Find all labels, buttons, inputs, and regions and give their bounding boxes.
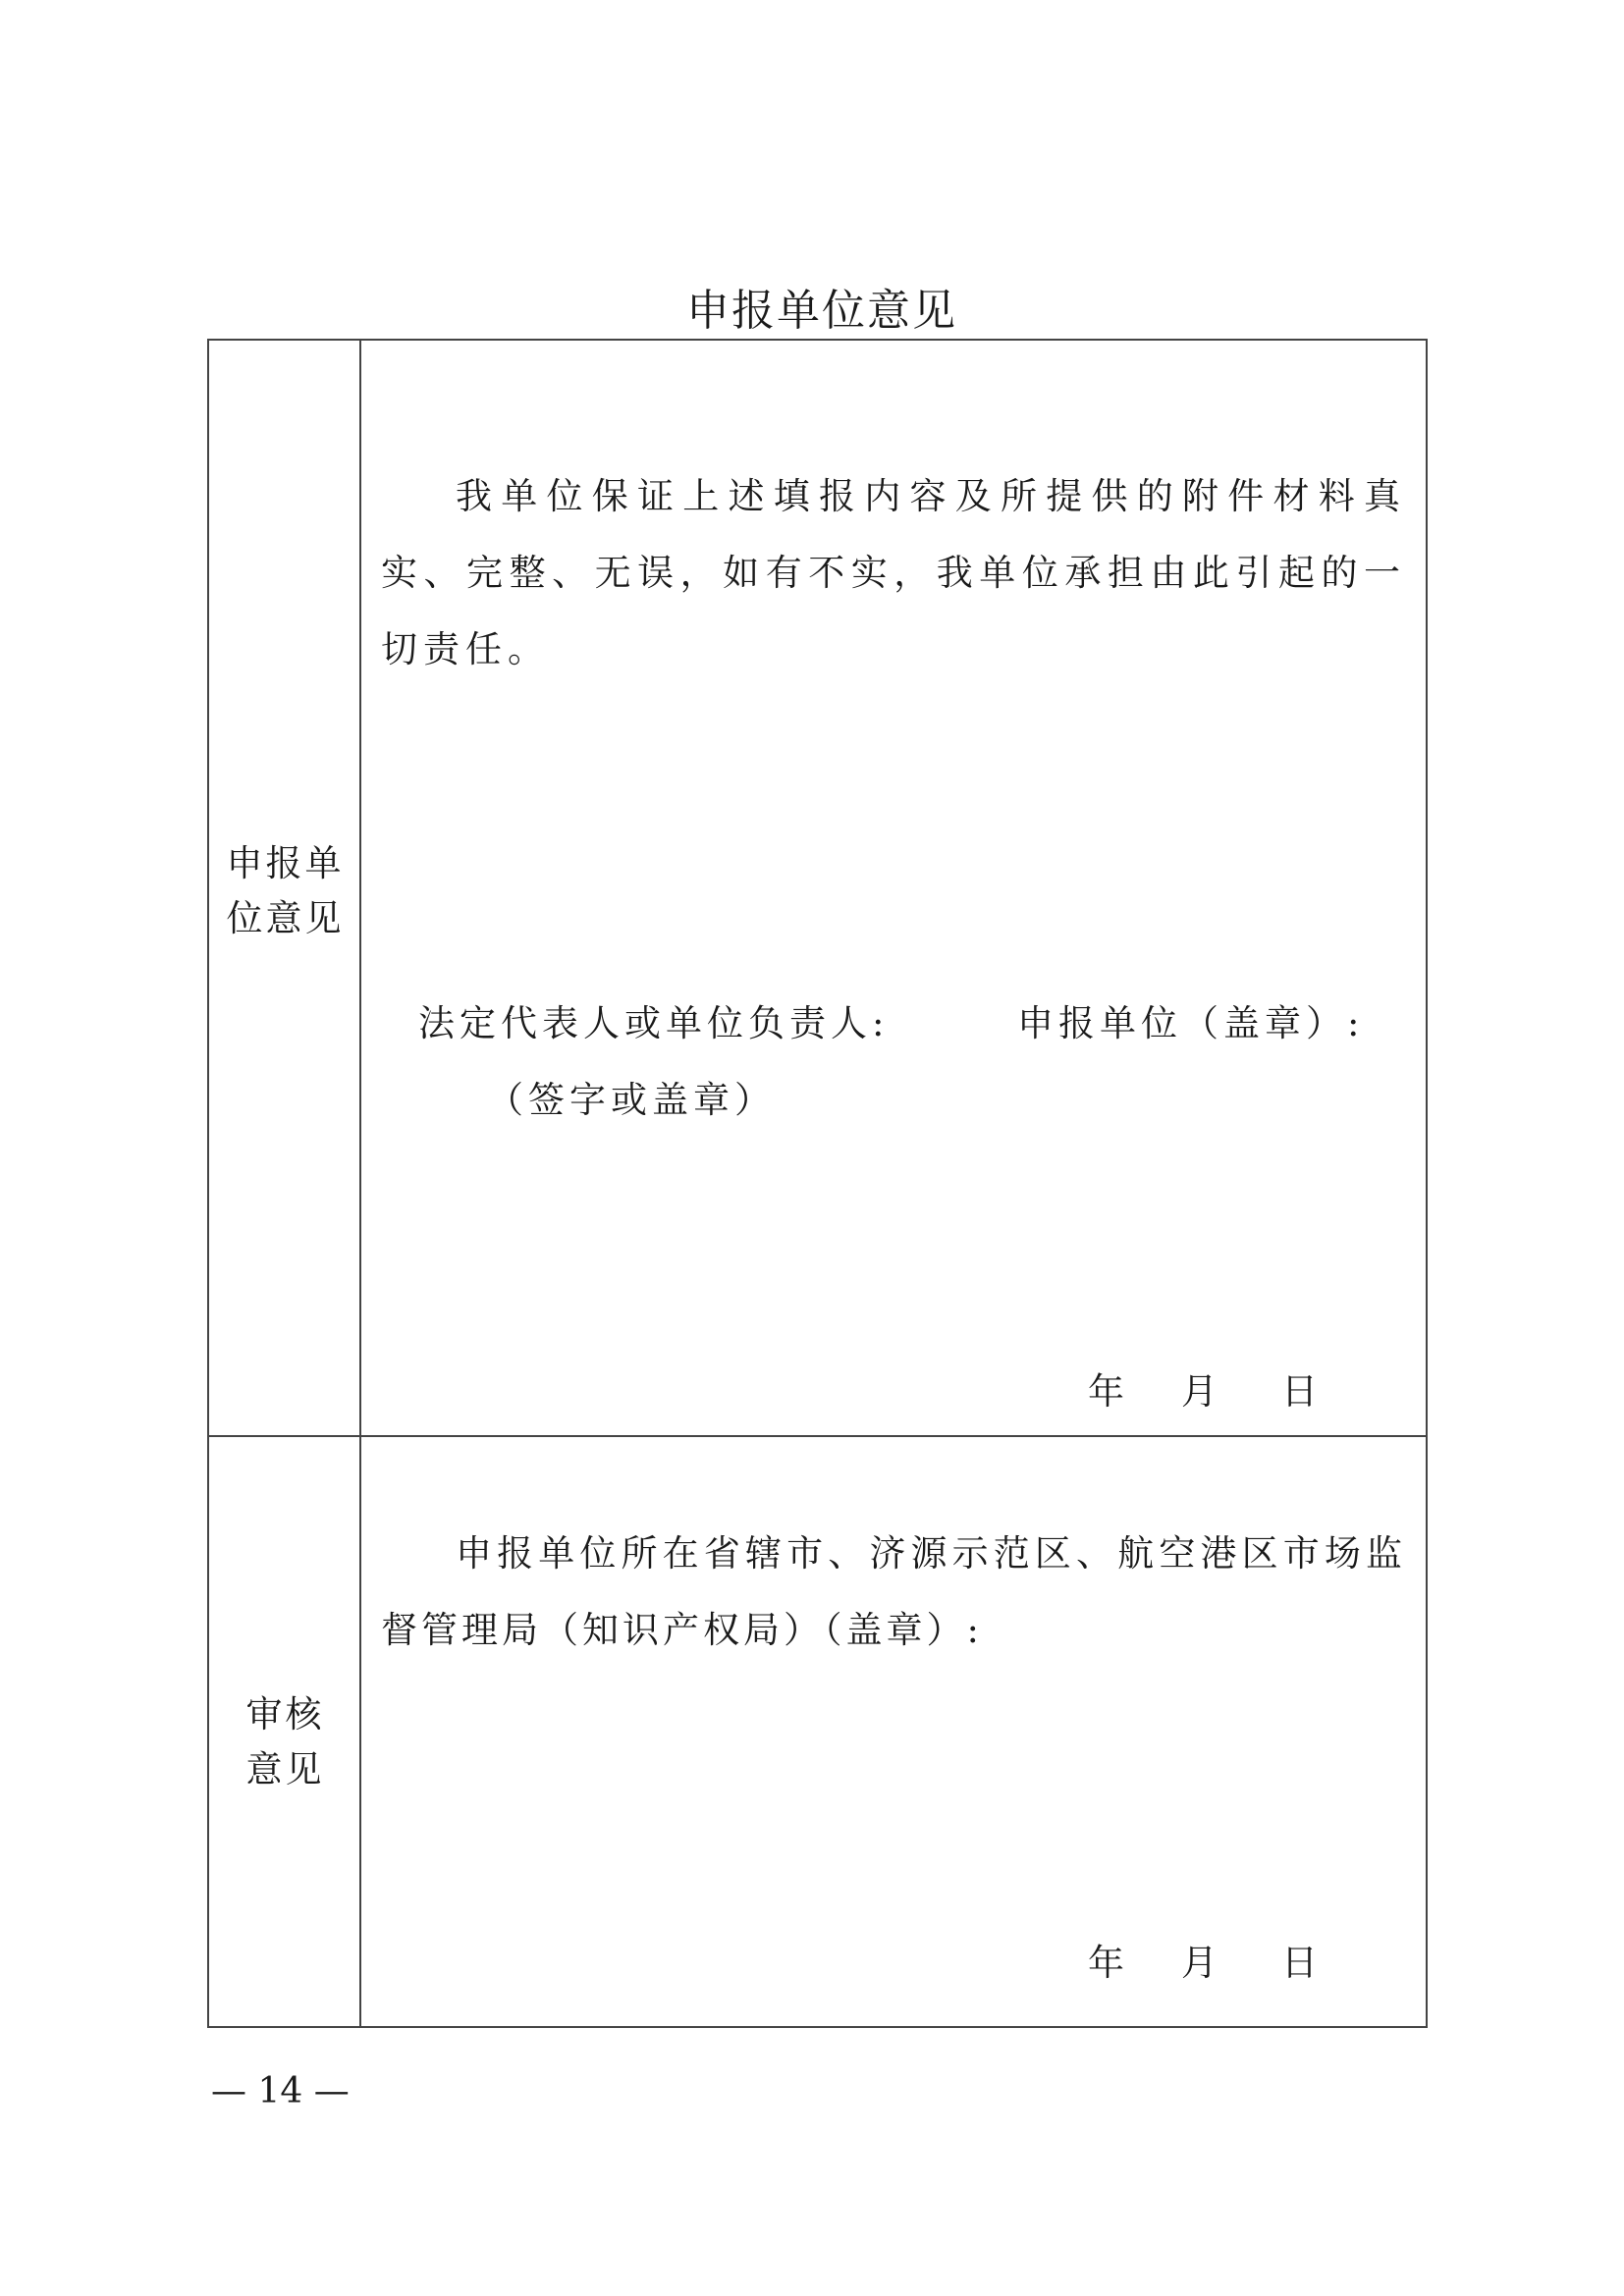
review-opinion-content-cell[interactable] — [360, 1436, 1427, 2027]
review-opinion-label-line2: 意见 — [245, 1748, 325, 1790]
page-title: 申报单位意见 — [686, 286, 957, 336]
date-day: 日 — [1281, 1370, 1318, 1413]
unit-seal-label: 申报单位（盖章）: — [1017, 1002, 1365, 1044]
applicant-opinion-label-cell — [208, 340, 360, 1436]
applicant-opinion-label — [209, 836, 361, 946]
applicant-guarantee-statement: 我单位保证上述填报内容及所提供的附件材料真实、完整、无误，如有不实，我单位承担由此引起的一切责任。 — [381, 475, 1406, 670]
date-year: 年 — [1088, 1370, 1124, 1413]
applicant-opinion-content-cell[interactable] — [360, 340, 1427, 1436]
review-date-line — [1088, 1933, 1318, 1986]
applicant-opinion-row — [208, 340, 1427, 1436]
applicant-opinion-label-line1: 申报单 — [226, 842, 345, 884]
applicant-opinion-label-line2: 位意见 — [226, 897, 345, 939]
review-statement: 申报单位所在省辖市、济源示范区、航空港区市场监督管理局（知识产权局）（盖章）: — [381, 1532, 1406, 1651]
date-day: 日 — [1281, 1942, 1318, 1984]
review-opinion-label-line1: 审核 — [245, 1693, 325, 1735]
date-month: 月 — [1181, 1942, 1218, 1984]
page-number: — 14 — — [211, 2071, 350, 2111]
sign-note: （签字或盖章） — [487, 1079, 776, 1121]
date-year: 年 — [1088, 1942, 1124, 1984]
review-opinion-label-cell — [208, 1436, 360, 2027]
applicant-date-line — [1088, 1362, 1318, 1415]
date-month: 月 — [1181, 1370, 1218, 1413]
review-opinion-row — [208, 1436, 1427, 2027]
opinion-form-table — [207, 339, 1428, 2028]
legal-rep-label: 法定代表人或单位负责人: — [418, 1002, 890, 1044]
review-opinion-label — [209, 1687, 361, 1797]
